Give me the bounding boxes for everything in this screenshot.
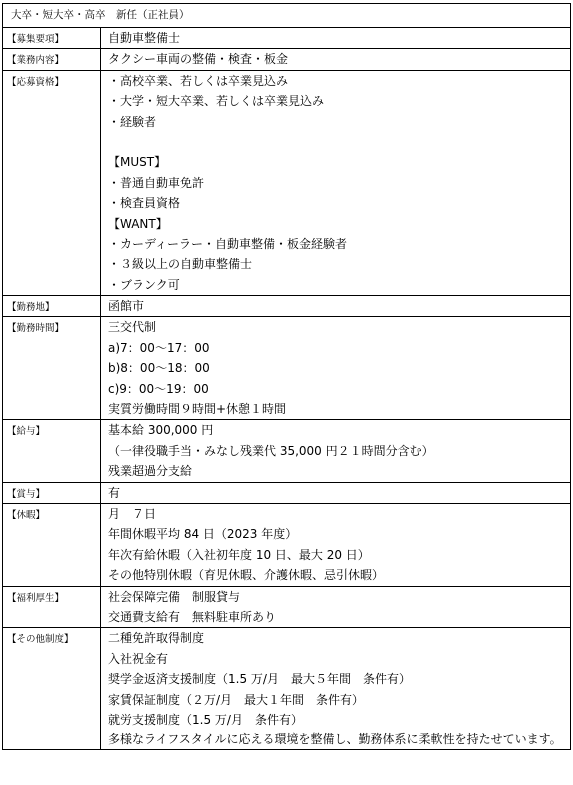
value-line: ・経験者: [108, 114, 157, 129]
value-line: 入社祝金有: [108, 651, 169, 666]
row-value: [101, 628, 571, 750]
value-line: 有: [108, 485, 121, 500]
row-value: [101, 28, 571, 49]
value-line: ・大学・短大卒業、若しくは卒業見込み: [108, 94, 325, 109]
table-header: 大卒・短大卒・高卒 新任（正社員）: [3, 4, 571, 28]
value-line: 多様なライフスタイルに応える環境を整備し、勤務体系に柔軟性を持たせています。: [108, 732, 562, 747]
row-label: 【業務内容】: [7, 55, 65, 67]
value-line: 【WANT】: [108, 216, 168, 231]
row-value: [101, 503, 571, 586]
row-value: [101, 296, 571, 317]
row-location: [3, 296, 571, 317]
value-line: ・高校卒業、若しくは卒業見込み: [108, 73, 289, 88]
value-line: 就労支援制度（1.5 万/月 条件有）: [108, 712, 303, 727]
row-label: 【福利厚生】: [7, 592, 65, 604]
value-line: 社会保障完備 制服貸与: [108, 589, 241, 604]
row-label: 【募集要項】: [7, 34, 65, 45]
value-line: ・ブランク可: [108, 277, 180, 292]
row-label: 【賞与】: [7, 488, 46, 500]
row-label: 【勤務地】: [7, 302, 55, 314]
row-value: [101, 49, 571, 70]
value-line: （一律役職手当・みなし残業代 35,000 円２１時間分含む）: [108, 443, 434, 458]
value-line: 残業超過分支給: [108, 464, 193, 479]
value-line: 奨学金返済支援制度（1.5 万/月 最大５年間 条件有）: [108, 672, 411, 687]
row-value: [101, 317, 571, 420]
value-line: ・カーディーラー・自動車整備・板金経験者: [108, 236, 348, 251]
value-line: 函館市: [108, 299, 145, 314]
row-benefits: [3, 586, 571, 628]
row-working-hours: [3, 317, 571, 420]
value-line: 【MUST】: [108, 155, 167, 170]
value-line: 基本給 300,000 円: [108, 423, 214, 438]
value-line: ・３級以上の自動車整備士: [108, 257, 253, 272]
job-posting-table: [2, 3, 571, 750]
row-label: 【給与】: [7, 426, 46, 438]
value-line: 年次有給休暇（入社初年度 10 日、最大 20 日）: [108, 547, 370, 562]
row-label: 【休暇】: [7, 509, 46, 521]
row-job-description: [3, 49, 571, 70]
row-other-systems: [3, 628, 571, 750]
value-line: タクシー車両の整備・検査・板金: [108, 52, 289, 67]
value-line: ・普通自動車免許: [108, 175, 205, 190]
header-row: [3, 4, 571, 28]
row-salary: [3, 420, 571, 482]
row-value: [101, 586, 571, 628]
row-label: 【応募資格】: [7, 76, 65, 88]
blank-line: [108, 132, 566, 152]
value-line: その他特別休暇（育児休暇、介護休暇、忌引休暇）: [108, 568, 385, 583]
value-line: 実質労働時間９時間+休憩１時間: [108, 402, 287, 417]
value-line: b)8：00～18：00: [108, 361, 210, 376]
value-line: a)7：00～17：00: [108, 340, 210, 355]
row-value: [101, 482, 571, 503]
value-line: c)9：00～19：00: [108, 381, 209, 396]
row-value: [101, 70, 571, 295]
row-label: 【その他制度】: [7, 634, 74, 646]
value-line: 二種免許取得制度: [108, 631, 205, 646]
row-holidays: [3, 503, 571, 586]
value-line: 年間休暇平均 84 日（2023 年度）: [108, 527, 298, 542]
value-line: 三交代制: [108, 320, 157, 335]
value-line: 交通費支給有 無料駐車所あり: [108, 609, 277, 624]
row-recruitment: [3, 28, 571, 49]
value-line: 自動車整備士: [108, 31, 181, 45]
value-line: ・検査員資格: [108, 196, 181, 211]
value-line: 月 ７日: [108, 506, 157, 521]
value-line: 家賃保証制度（２万/月 最大１年間 条件有）: [108, 692, 365, 707]
row-value: [101, 420, 571, 482]
row-label: 【勤務時間】: [7, 323, 65, 335]
row-qualifications: [3, 70, 571, 295]
row-bonus: [3, 482, 571, 503]
